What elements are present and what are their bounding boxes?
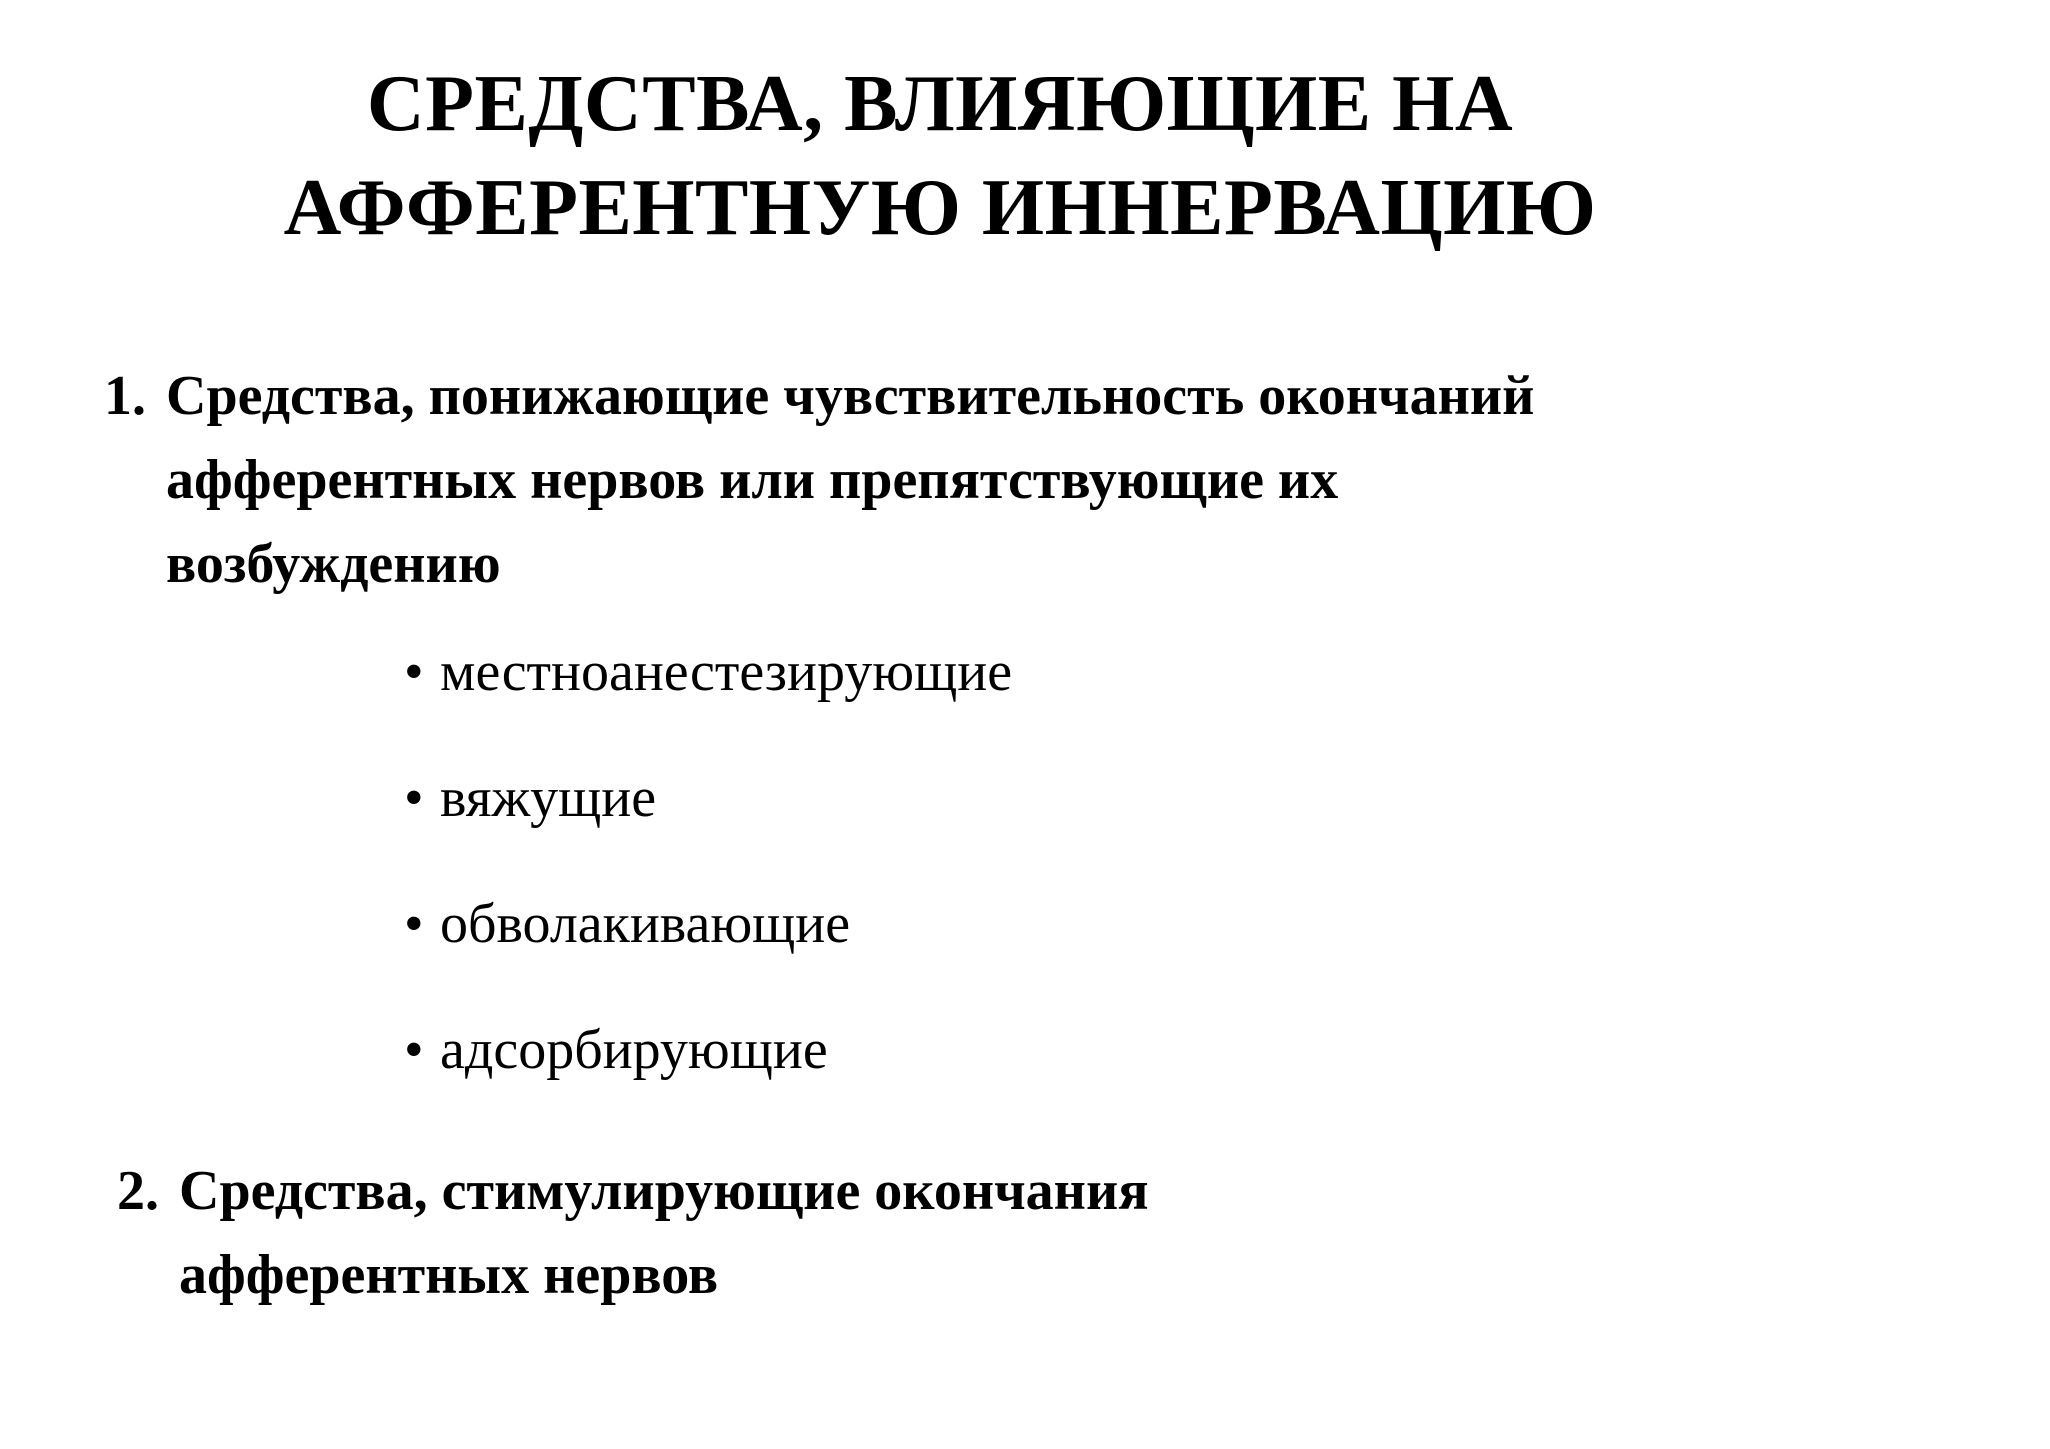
list-item-1 [104,354,1534,606]
list-item-2 [117,1149,1149,1317]
sub-list-item [404,632,1012,758]
sub-list-item [404,884,1012,1010]
sub-list [404,632,1012,1136]
slide-title [0,52,1880,260]
item-text-1 [104,354,1534,606]
bullet-icon: • [404,1019,424,1081]
bullet-icon: • [404,641,424,703]
sub-item-label: местноанестезирующие [440,641,1013,703]
sub-list-item [404,758,1012,884]
item-2-line-2: афферентных нервов [179,1244,719,1306]
title-line-1: СРЕДСТВА, ВЛИЯЮЩИЕ НА [366,60,1514,148]
sub-list-item [404,1010,1012,1136]
item-text-2 [117,1149,1149,1317]
bullet-icon: • [404,767,424,829]
bullet-icon: • [404,893,424,955]
item-1-line-2: афферентных нервов или препятствующие их [166,449,1339,511]
item-number-2: 2. [117,1160,159,1222]
sub-item-label: вяжущие [440,767,657,829]
sub-item-label: адсорбирующие [440,1019,828,1081]
sub-item-label: обволакивающие [440,893,851,955]
item-1-line-3: возбуждению [166,533,501,595]
item-1-line-1: Средства, понижающие чувствительность окончаний [166,365,1535,427]
item-2-line-1: Средства, стимулирующие окончания [179,1160,1149,1222]
item-number-1: 1. [104,365,146,427]
title-line-2: АФФЕРЕНТНУЮ ИННЕРВАЦИЮ [283,164,1597,252]
